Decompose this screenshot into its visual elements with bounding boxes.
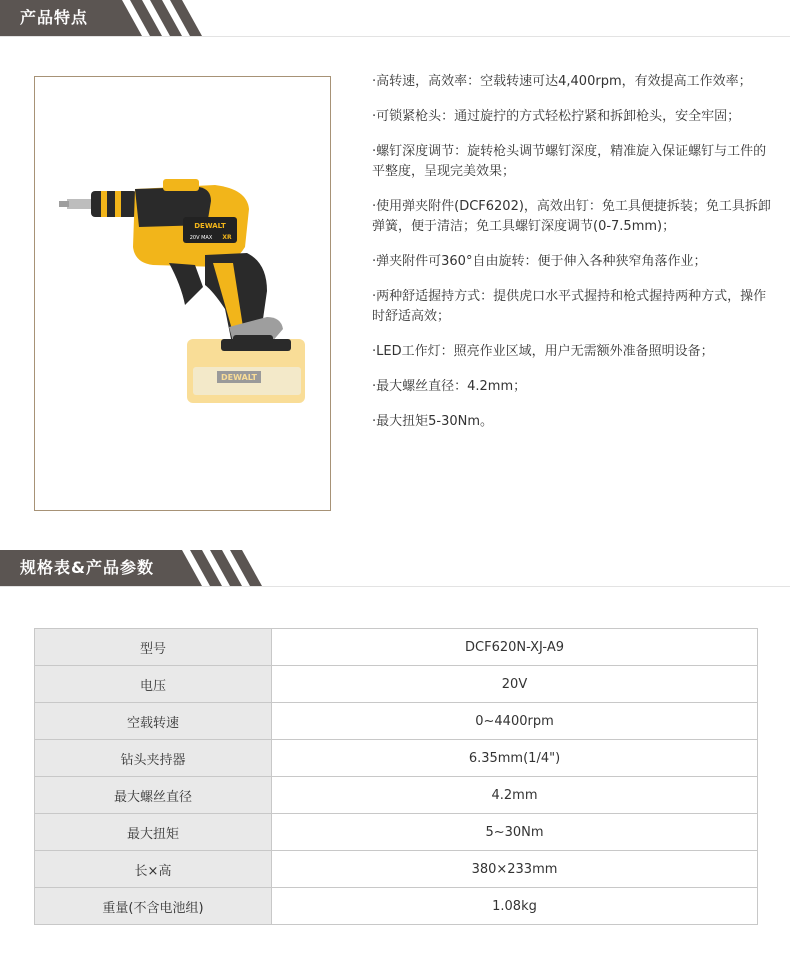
- list-item: [372, 72, 772, 92]
- feature-text: ·两种舒适握持方式：提供虎口水平式握持和枪式握持两种方式，操作时舒适高效；: [372, 289, 767, 324]
- feature-text: ·使用弹夹附件(DCF6202)，高效出钉：免工具便捷拆装；免工具拆卸弹簧，便于清洁；免工具螺钉深度调节(0-7.5mm)；: [372, 199, 771, 234]
- table-row: [35, 703, 758, 740]
- spec-value: DCF620N-XJ-A9: [272, 629, 758, 666]
- spec-value: 0~4400rpm: [272, 703, 758, 740]
- list-item: [372, 287, 772, 327]
- list-item: [372, 142, 772, 182]
- header-stripes-decoration: [172, 550, 292, 586]
- spec-value: 1.08kg: [272, 888, 758, 925]
- nose-cone: [91, 191, 137, 217]
- table-row: [35, 888, 758, 925]
- list-item: [372, 377, 772, 397]
- svg-text:DEWALT: DEWALT: [194, 222, 226, 230]
- spec-label: 型号: [35, 629, 272, 666]
- feature-text: ·高转速，高效率：空载转速可达4,400rpm，有效提高工作效率；: [372, 74, 752, 89]
- svg-text:DEWALT: DEWALT: [221, 373, 257, 382]
- product-image-frame: [34, 76, 331, 511]
- spec-value: 20V: [272, 666, 758, 703]
- list-item: [372, 412, 772, 432]
- feature-list: [372, 72, 772, 447]
- spec-value: 6.35mm(1/4"): [272, 740, 758, 777]
- table-row: [35, 740, 758, 777]
- list-item: [372, 107, 772, 127]
- table-row: [35, 629, 758, 666]
- feature-text: ·最大螺丝直径：4.2mm；: [372, 379, 527, 394]
- svg-text:XR: XR: [222, 234, 232, 241]
- table-row: [35, 777, 758, 814]
- header-underline: [0, 586, 790, 587]
- table-row: [35, 851, 758, 888]
- spec-label: 电压: [35, 666, 272, 703]
- table-row: [35, 666, 758, 703]
- section-header-features: [0, 0, 790, 36]
- list-item: [372, 252, 772, 272]
- spec-label: 最大扭矩: [35, 814, 272, 851]
- table-row: [35, 814, 758, 851]
- feature-text: ·LED工作灯：照亮作业区域，用户无需额外准备照明设备；: [372, 344, 714, 359]
- spec-value: 380×233mm: [272, 851, 758, 888]
- list-item: [372, 342, 772, 362]
- list-item: [372, 197, 772, 237]
- bit: [67, 199, 93, 209]
- spec-label: 重量(不含电池组): [35, 888, 272, 925]
- spec-label: 最大螺丝直径: [35, 777, 272, 814]
- feature-text: ·螺钉深度调节：旋转枪头调节螺钉深度，精准旋入保证螺钉与工件的平整度，呈现完美效果；: [372, 144, 767, 179]
- header-stripes-decoration: [112, 0, 232, 36]
- feature-text: ·最大扭矩5-30Nm。: [372, 414, 494, 429]
- trigger: [169, 263, 203, 305]
- svg-text:20V MAX: 20V MAX: [189, 235, 213, 241]
- spec-table: [34, 628, 758, 925]
- section-header-specs: [0, 550, 790, 586]
- spec-label: 空载转速: [35, 703, 272, 740]
- section-title: 规格表&产品参数: [20, 558, 154, 577]
- feature-text: ·可锁紧枪头：通过旋拧的方式轻松拧紧和拆卸枪头，安全牢固；: [372, 109, 741, 124]
- spec-value: 5~30Nm: [272, 814, 758, 851]
- spec-label: 长×高: [35, 851, 272, 888]
- spec-value: 4.2mm: [272, 777, 758, 814]
- section-title: 产品特点: [20, 8, 89, 27]
- feature-text: ·弹夹附件可360°自由旋转：便于伸入各种狭窄角落作业；: [372, 254, 707, 269]
- spec-label: 钻头夹持器: [35, 740, 272, 777]
- screwdriver-product-image: [35, 77, 332, 512]
- header-underline: [0, 36, 790, 37]
